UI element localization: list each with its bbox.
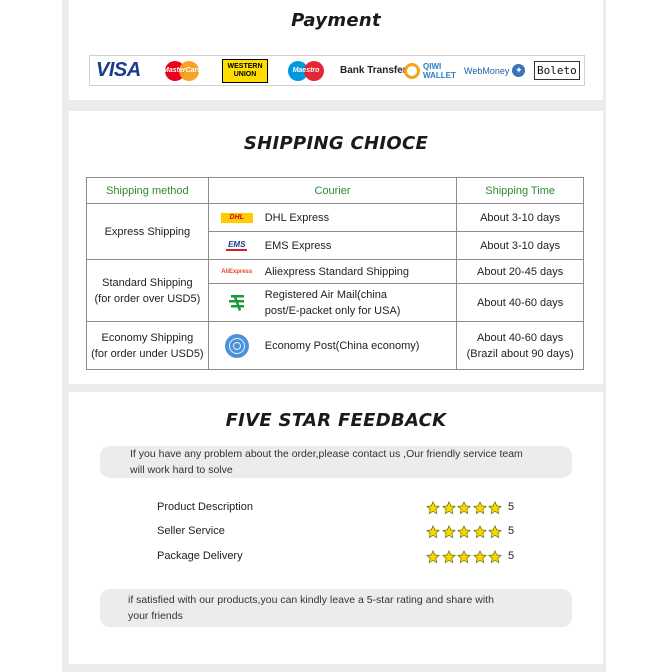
share-note-bubble xyxy=(100,589,572,627)
share-note-line2: your friends xyxy=(128,610,183,622)
china-post-icon xyxy=(227,293,247,313)
shipping-time-line1: About 40-60 days xyxy=(477,331,564,344)
courier-cell xyxy=(208,204,457,232)
star-icon xyxy=(488,525,502,539)
courier-cell xyxy=(208,232,457,260)
star-icon xyxy=(457,501,471,515)
maestro-text: Maestro xyxy=(292,66,320,74)
western-union-logo xyxy=(222,56,268,85)
shipping-title: SHIPPING CHIOCE xyxy=(243,133,429,154)
shipping-time-cell: About 20-45 days xyxy=(457,260,584,284)
webmoney-text: WebMoney xyxy=(464,65,510,76)
courier-cell xyxy=(208,322,457,370)
payment-title: Payment xyxy=(291,10,381,31)
courier-name: Economy Post(China economy) xyxy=(264,339,420,352)
courier-name-line2: post/E-packet only for USA) xyxy=(264,304,401,317)
qiwi-line1: QIWI xyxy=(423,61,442,71)
rating-label: Package Delivery xyxy=(157,550,243,562)
visa-text: VISA xyxy=(96,59,141,81)
star-icon xyxy=(488,501,502,515)
rating-row-product-description xyxy=(157,499,527,517)
standard-shipping-note: (for order over USD5) xyxy=(94,292,201,305)
qiwi-wallet-logo xyxy=(404,56,456,85)
un-emblem-icon xyxy=(225,334,249,358)
star-icon xyxy=(442,525,456,539)
aliexpress-logo-icon: AliExpress xyxy=(221,268,253,275)
star-icon xyxy=(442,550,456,564)
courier-name xyxy=(265,287,401,319)
bank-transfer-text: Bank Transfer xyxy=(340,65,407,76)
standard-shipping-cell xyxy=(87,260,209,322)
courier-cell xyxy=(208,284,457,322)
share-note-line1: if satisfied with our products,you can kindly leave a 5-star rating and share with xyxy=(128,594,494,606)
star-icon xyxy=(457,525,471,539)
rating-label: Product Description xyxy=(157,501,253,513)
feedback-title: FIVE STAR FEEDBACK xyxy=(225,410,447,431)
star-icon xyxy=(488,550,502,564)
feedback-panel xyxy=(69,392,603,664)
rating-value: 5 xyxy=(508,525,515,537)
western-union-line1: WESTERN xyxy=(227,62,263,70)
star-icon xyxy=(426,525,440,539)
shipping-table xyxy=(86,177,584,370)
table-row xyxy=(87,322,584,370)
table-row xyxy=(87,260,584,284)
globe-icon: ✦ xyxy=(512,64,525,77)
star-icon xyxy=(473,525,487,539)
courier-name: EMS Express xyxy=(264,239,332,252)
payment-panel xyxy=(69,0,603,100)
rating-value: 5 xyxy=(508,501,515,513)
economy-shipping-cell xyxy=(87,322,209,370)
maestro-logo xyxy=(286,56,326,85)
star-rating xyxy=(426,523,504,541)
star-icon xyxy=(442,501,456,515)
bank-transfer-logo xyxy=(340,56,407,85)
shipping-time-cell: About 3-10 days xyxy=(457,204,584,232)
qiwi-icon xyxy=(404,63,420,79)
contact-note-line2: will work hard to solve xyxy=(130,464,233,476)
rating-label: Seller Service xyxy=(157,525,225,537)
webmoney-logo xyxy=(464,56,525,85)
express-shipping-cell: Express Shipping xyxy=(87,204,209,260)
standard-shipping-label: Standard Shipping xyxy=(102,276,193,289)
dhl-logo-icon: DHL xyxy=(221,213,253,223)
star-rating xyxy=(426,499,504,517)
header-shipping-method: Shipping method xyxy=(87,178,209,204)
star-icon xyxy=(473,550,487,564)
visa-logo xyxy=(96,56,141,85)
qiwi-line2: WALLET xyxy=(423,70,456,80)
payment-logo-strip xyxy=(89,55,585,86)
star-icon xyxy=(426,501,440,515)
courier-name-line1: Registered Air Mail(china xyxy=(264,288,388,301)
boleto-text: Boleto xyxy=(537,64,577,77)
boleto-logo xyxy=(534,56,580,85)
contact-note-line1: If you have any problem about the order,please contact us ,Our friendly service team xyxy=(130,448,523,460)
header-courier: Courier xyxy=(208,178,457,204)
courier-name: Aliexpress Standard Shipping xyxy=(264,265,410,278)
mastercard-logo xyxy=(163,56,201,85)
table-header-row xyxy=(87,178,584,204)
star-rating xyxy=(426,548,504,566)
courier-name: DHL Express xyxy=(264,211,330,224)
western-union-line2: UNION xyxy=(233,70,257,78)
table-row xyxy=(87,204,584,232)
star-icon xyxy=(426,550,440,564)
shipping-time-cell: About 3-10 days xyxy=(457,232,584,260)
mastercard-text: MasterCard xyxy=(163,66,202,74)
rating-row-seller-service xyxy=(157,523,527,541)
star-icon xyxy=(473,501,487,515)
shipping-time-cell xyxy=(457,322,584,370)
contact-note-bubble xyxy=(100,446,572,478)
shipping-panel xyxy=(69,111,603,384)
rating-value: 5 xyxy=(508,550,515,562)
header-shipping-time: Shipping Time xyxy=(457,178,584,204)
ems-logo-icon: EMS xyxy=(228,240,246,249)
shipping-time-cell: About 40-60 days xyxy=(457,284,584,322)
shipping-time-line2: (Brazil about 90 days) xyxy=(466,347,574,360)
economy-shipping-label: Economy Shipping xyxy=(101,331,194,344)
courier-cell xyxy=(208,260,457,284)
star-icon xyxy=(457,550,471,564)
economy-shipping-note: (for order under USD5) xyxy=(91,347,204,360)
rating-row-package-delivery xyxy=(157,548,527,566)
